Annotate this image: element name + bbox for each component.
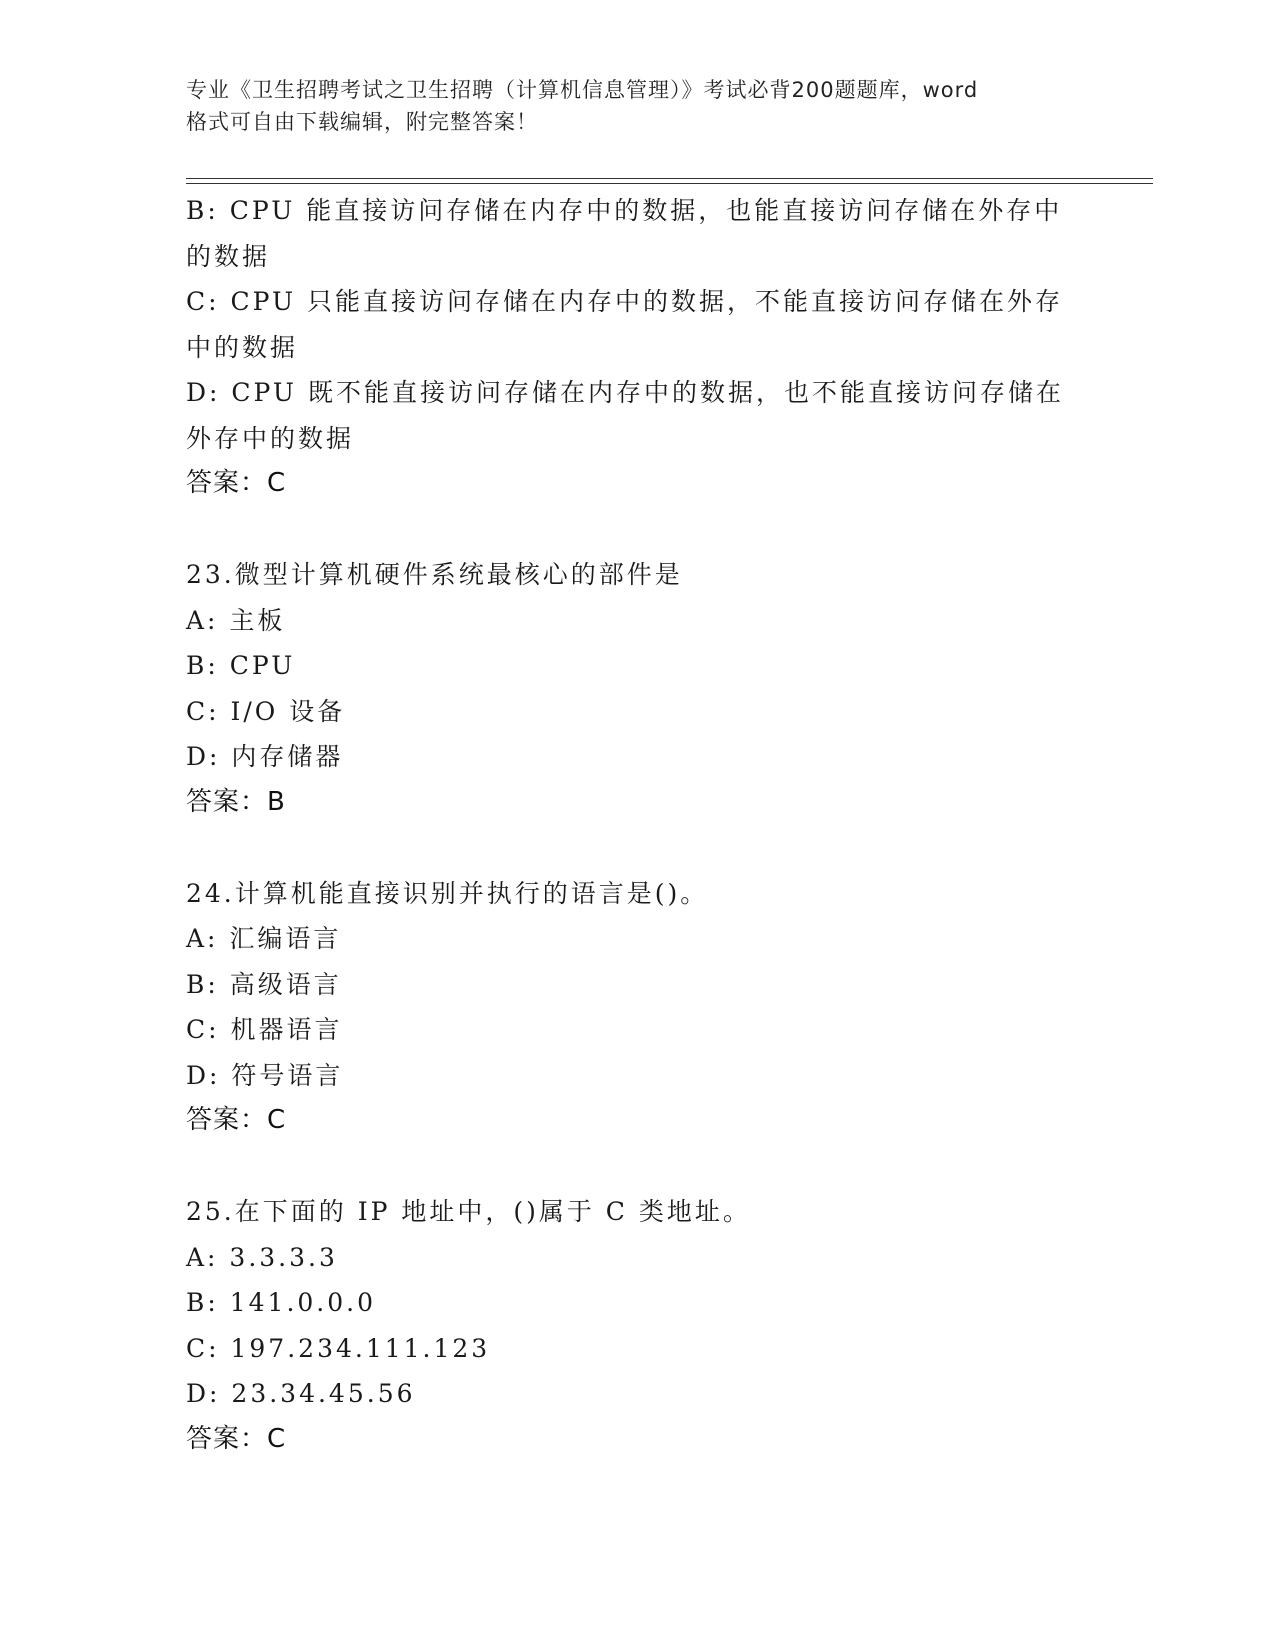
question-24 bbox=[186, 871, 1086, 1144]
answer-line: 答案：B bbox=[186, 786, 286, 817]
header-line-1: 专业《卫生招聘考试之卫生招聘（计算机信息管理）》考试必背200题题库，word bbox=[186, 78, 979, 102]
option-line: 的数据 bbox=[186, 241, 271, 271]
option-line: D: CPU 既不能直接访问存储在内存中的数据，也不能直接访问存储在 bbox=[186, 378, 1064, 407]
option-d: D: 符号语言 bbox=[186, 1060, 344, 1090]
option-b: B: 141.0.0.0 bbox=[186, 1288, 377, 1317]
question-22-continued bbox=[186, 188, 1086, 507]
option-d: D: 内存储器 bbox=[186, 742, 344, 771]
spacer bbox=[186, 507, 1086, 553]
option-d: D: 23.34.45.56 bbox=[186, 1379, 416, 1408]
question-23 bbox=[186, 552, 1086, 825]
spacer bbox=[186, 1144, 1086, 1190]
option-line: C: CPU 只能直接访问存储在内存中的数据，不能直接访问存储在外存 bbox=[186, 287, 1064, 316]
option-line: 外存中的数据 bbox=[186, 423, 355, 453]
question-text: 23.微型计算机硬件系统最核心的部件是 bbox=[186, 560, 683, 589]
option-a: A: 汇编语言 bbox=[186, 924, 342, 953]
question-text: 25.在下面的 IP 地址中，()属于 C 类地址。 bbox=[186, 1197, 751, 1226]
option-b: B: CPU bbox=[186, 651, 296, 680]
answer-line: 答案：C bbox=[186, 468, 287, 498]
question-25 bbox=[186, 1189, 1086, 1462]
header-double-rule bbox=[186, 178, 1153, 184]
option-line: 中的数据 bbox=[186, 332, 299, 362]
option-line: B: CPU 能直接访问存储在内存中的数据，也能直接访问存储在外存中 bbox=[186, 196, 1063, 225]
document-header bbox=[186, 74, 1086, 138]
answer-line: 答案：C bbox=[186, 1105, 287, 1135]
header-line-2: 格式可自由下载编辑，附完整答案！ bbox=[186, 110, 538, 134]
option-a: A: 3.3.3.3 bbox=[186, 1242, 338, 1272]
option-a: A: 主板 bbox=[186, 605, 286, 635]
option-c: C: I/O 设备 bbox=[186, 696, 346, 726]
spacer bbox=[186, 825, 1086, 871]
option-c: C: 机器语言 bbox=[186, 1015, 343, 1044]
answer-line: 答案：C bbox=[186, 1423, 287, 1454]
question-text: 24.计算机能直接识别并执行的语言是()。 bbox=[186, 878, 709, 908]
option-c: C: 197.234.111.123 bbox=[186, 1333, 491, 1363]
document-body bbox=[186, 188, 1086, 1462]
option-b: B: 高级语言 bbox=[186, 969, 342, 999]
